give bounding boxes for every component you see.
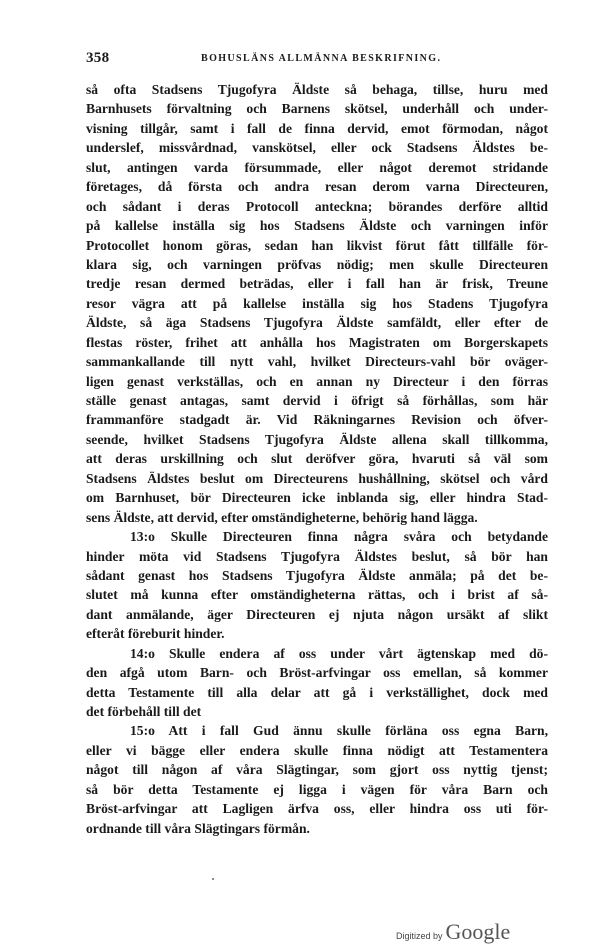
text-line: resor vägra att på kallelse inställa sig hos Stadens Tjugofyra [86,295,548,311]
text-line: Barnhusets förvaltning och Barnens skötsel, underhåll och under- [86,101,548,117]
watermark-prefix: Digitized by [396,931,443,941]
text-line: eller vi bägge eller endera skulle finna nödigt att Testamentera [86,742,548,758]
text-line: den afgå utom Barn- och Bröst-arfvingar oss emellan, så kommer [86,665,548,681]
text-line: klara sig, och varningen pröfvas nödig; men skulle Directeuren [86,256,548,272]
text-line: frammanföre stadgadt är. Vid Räkningarnes Revision och öfver- [86,412,548,428]
text-line: flestas röster, frihet att anhålla hos Magistraten om Borgerskapets [86,334,548,350]
text-line: visning tillgår, samt i fall de finna dervid, emot förmodan, något [86,120,548,136]
text-line: att deras urskillning och slut deröfver göra, hvaruti så väl som [86,451,548,467]
running-head: BOHUSLÄNS ALLMÄNNA BESKRIFNING. [201,53,442,64]
text-line: och sådant i deras Protocoll anteckna; börandes derföre alltid [86,198,548,214]
text-line: om Barnhuset, bör Directeuren icke inblanda sig, eller hindra Stad- [86,490,548,506]
text-line: Protocollet honom göras, sedan han likvist förut fått tillfälle för- [86,237,548,253]
text-line: tredje resan dermed beträdas, eller i fall han är frisk, Treune [86,276,548,292]
text-line: ordnande till våra Slägtingars förmån. [86,820,310,836]
text-line: så ofta Stadsens Tjugofyra Äldste så behaga, tillse, huru med [86,82,548,97]
digitization-watermark [396,919,510,945]
watermark-brand: Google [445,919,511,944]
text-line: dant anmälande, äger Directeuren ej njuta någon ursäkt af slikt [86,606,548,622]
text-line: sammankallande till nytt vahl, hvilket Directeurs-vahl bör oväger- [86,354,548,370]
text-line: underslef, missvårdnad, vanskötsel, eller ock Stadsens Äldstes be- [86,140,548,156]
text-line: slut, antingen varda försummade, eller något deremot stridande [86,159,548,175]
print-speck [212,878,214,880]
text-line: Stadsens Äldstes beslut om Directeurens hushållning, skötsel och vård [86,470,548,486]
page-header [86,50,546,70]
text-line: 14:o Skulle endera af oss under vårt ägtenskap med dö- [130,645,548,661]
text-line: 15:o Att i fall Gud ännu skulle förläna oss egna Barn, [130,723,548,739]
text-line: slutet må kunna efter omständigheterna rättas, och i brist af så- [86,587,548,603]
page-number: 358 [86,50,110,66]
body-text [86,80,548,838]
text-line: detta Testamente till alla delar att gå i verkställighet, dock med [86,684,548,700]
text-line: hinder möta vid Stadsens Tjugofyra Äldstes beslut, så bör han [86,548,548,564]
text-line: Äldste, så äga Stadsens Tjugofyra Äldste samfäldt, eller efter de [86,315,548,331]
text-line: Bröst-arfvingar att Lagligen ärfva oss, eller hindra oss uti för- [86,801,548,817]
text-line: på kallelse inställa sig hos Stadsens Äldste och varningen inför [86,218,548,234]
text-line: sådant genast hos Stadsens Tjugofyra Äldste anmäla; på det be- [86,567,548,583]
text-line: ligen genast verkställas, och en annan ny Directeur i den förras [86,373,548,389]
text-line: ställe genast antagas, samt dervid i öfrigt så förhållas, som här [86,393,548,408]
text-line: något till någon af våra Slägtingar, som gjort oss nyttig tjenst; [86,762,548,778]
text-line: det förbehåll till det [86,704,202,719]
text-line: seende, hvilket Stadsens Tjugofyra Äldste allena skall tillkomma, [86,431,548,447]
text-line: efteråt föreburit hinder. [86,626,225,642]
text-line: företages, då första och andra resan derom varna Directeuren, [86,179,548,195]
text-line: 13:o Skulle Directeuren finna några svåra och betydande [130,529,548,545]
text-line: så bör detta Testamente ej ligga i vägen för våra Barn och [86,781,548,797]
text-line: sens Äldste, att dervid, efter omständigheterne, behörig hand lägga. [86,509,478,525]
